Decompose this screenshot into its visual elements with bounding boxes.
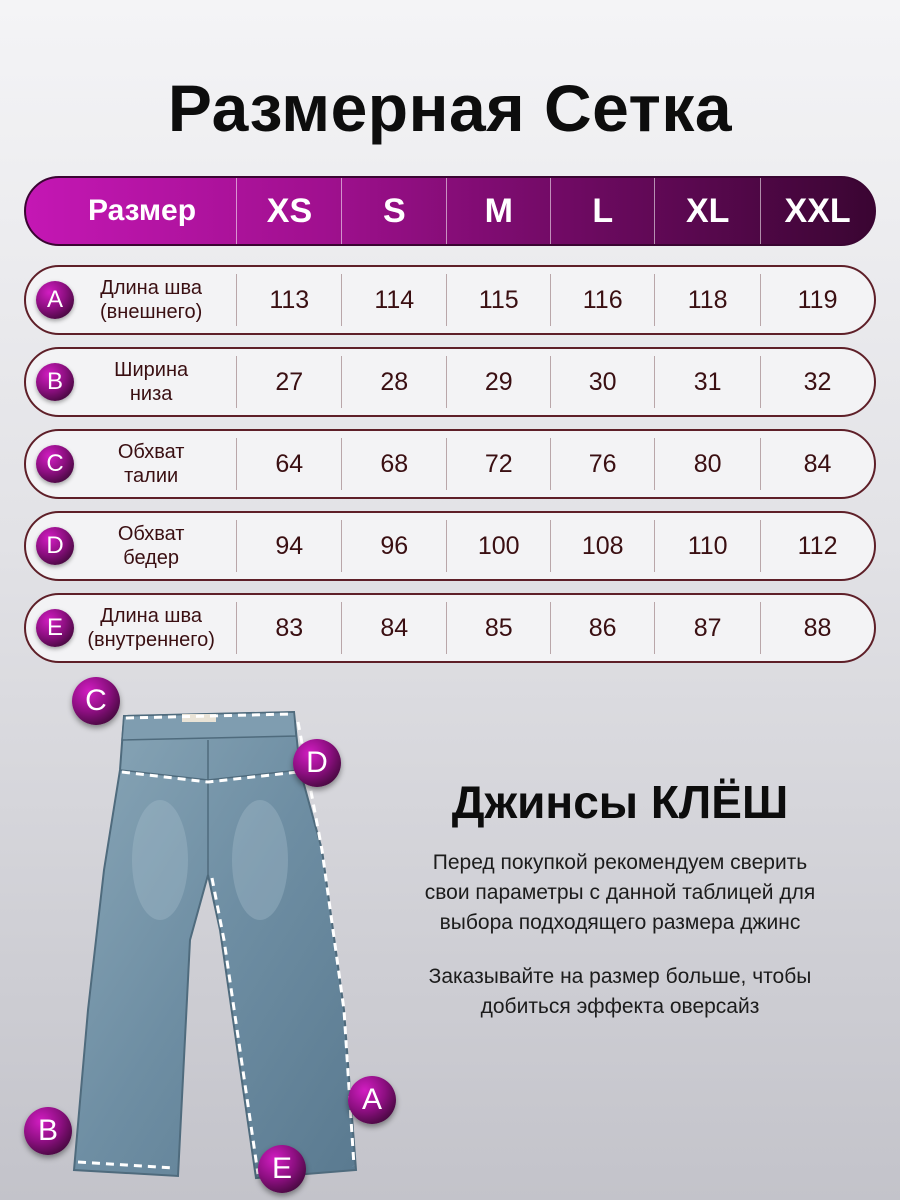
row-badge: E	[36, 609, 74, 647]
table-cell: 76	[550, 438, 654, 490]
row-label-line2: (внешнего)	[99, 301, 203, 323]
size-header-label: Размер	[88, 194, 197, 227]
table-cell: 119	[760, 274, 874, 326]
table-cell: 84	[341, 602, 446, 654]
row-label-line2: бедер	[123, 547, 180, 569]
table-cell: 118	[654, 274, 760, 326]
row-label	[26, 438, 236, 490]
row-badge: A	[36, 281, 74, 319]
size-header-m: M	[446, 178, 550, 244]
row-label-line2: низа	[129, 383, 173, 405]
row-label	[26, 356, 236, 408]
table-cell: 100	[446, 520, 550, 572]
table-cell: 94	[236, 520, 341, 572]
diagram-badge-a: A	[348, 1076, 396, 1124]
table-cell: 112	[760, 520, 874, 572]
diagram-badge-c: C	[72, 677, 120, 725]
product-note	[370, 962, 870, 1022]
page-title: Размерная Сетка	[167, 71, 733, 145]
description-line: свои параметры с данной таблицей для	[424, 881, 816, 904]
table-cell: 108	[550, 520, 654, 572]
table-cell: 115	[446, 274, 550, 326]
size-header-xxl: XXL	[760, 178, 874, 244]
table-cell: 64	[236, 438, 341, 490]
row-badge: C	[36, 445, 74, 483]
diagram-badge-e: E	[258, 1145, 306, 1193]
table-cell: 114	[341, 274, 446, 326]
table-cell: 84	[760, 438, 874, 490]
diagram-badge-b: B	[24, 1107, 72, 1155]
note-line: добиться эффекта оверсайз	[480, 995, 760, 1018]
row-badge: D	[36, 527, 74, 565]
table-cell: 28	[341, 356, 446, 408]
note-line: Заказывайте на размер больше, чтобы	[428, 965, 812, 988]
table-cell: 68	[341, 438, 446, 490]
table-cell: 83	[236, 602, 341, 654]
product-description	[370, 848, 870, 938]
size-header-xl: XL	[654, 178, 760, 244]
row-label	[26, 602, 236, 654]
row-label	[26, 520, 236, 572]
table-cell: 87	[654, 602, 760, 654]
table-cell: 80	[654, 438, 760, 490]
product-title: Джинсы КЛЁШ	[451, 776, 789, 828]
description-line: выбора подходящего размера джинс	[439, 911, 801, 934]
table-row	[24, 347, 876, 417]
table-cell: 27	[236, 356, 341, 408]
table-cell: 30	[550, 356, 654, 408]
row-label-line1: Обхват	[117, 441, 185, 463]
table-row	[24, 593, 876, 663]
size-header-s: S	[341, 178, 446, 244]
description-line: Перед покупкой рекомендуем сверить	[432, 851, 808, 874]
table-cell: 86	[550, 602, 654, 654]
table-cell: 96	[341, 520, 446, 572]
table-row	[24, 265, 876, 335]
table-cell: 116	[550, 274, 654, 326]
size-header-l: L	[550, 178, 654, 244]
row-label-line1: Обхват	[117, 523, 185, 545]
table-cell: 110	[654, 520, 760, 572]
row-badge: B	[36, 363, 74, 401]
row-label-line1: Ширина	[114, 359, 189, 381]
row-label-line2: (внутреннего)	[87, 629, 215, 651]
table-cell: 88	[760, 602, 874, 654]
table-cell: 72	[446, 438, 550, 490]
table-row	[24, 511, 876, 581]
table-cell: 32	[760, 356, 874, 408]
row-label-line2: талии	[124, 465, 179, 487]
table-cell: 113	[236, 274, 341, 326]
row-label	[26, 274, 236, 326]
size-header-row	[24, 176, 876, 246]
table-cell: 85	[446, 602, 550, 654]
size-header-xs: XS	[236, 178, 341, 244]
table-cell: 29	[446, 356, 550, 408]
table-cell: 31	[654, 356, 760, 408]
diagram-badge-d: D	[293, 739, 341, 787]
row-label-line1: Длина шва	[100, 277, 202, 299]
table-row	[24, 429, 876, 499]
row-label-line1: Длина шва	[100, 605, 202, 627]
